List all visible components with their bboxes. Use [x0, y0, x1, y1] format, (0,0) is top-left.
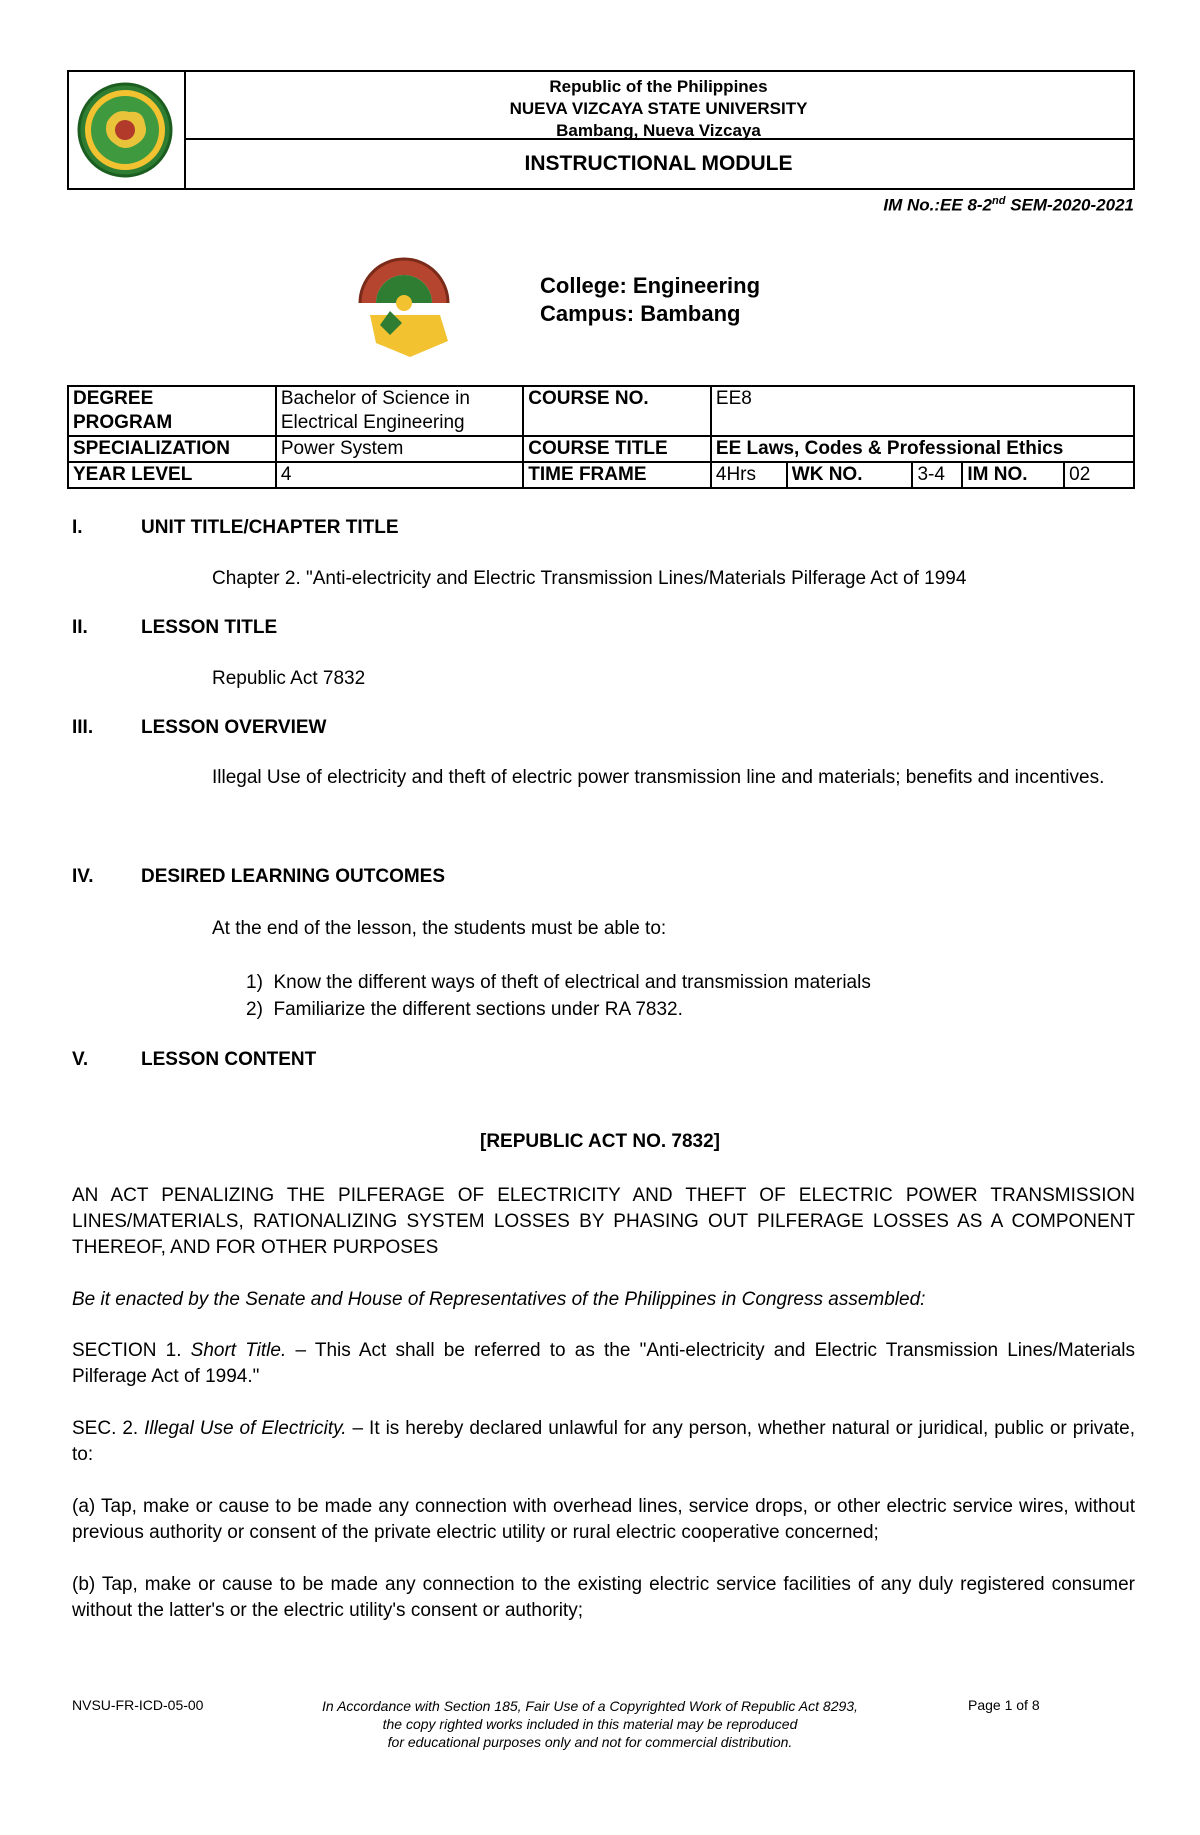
wk-no-label: WK NO.	[787, 462, 913, 488]
section-2-paragraph: SEC. 2. Illegal Use of Electricity. – It is hereby declared unlawful for any person, whether natural or juridical, public or private, to:	[72, 1418, 1136, 1465]
document-header	[67, 70, 1135, 190]
university-name: NUEVA VIZCAYA STATE UNIVERSITY	[509, 99, 808, 118]
section-title: UNIT TITLE/CHAPTER TITLE	[141, 517, 399, 538]
table-row	[68, 386, 1134, 436]
college-name: College: Engineering	[540, 273, 761, 298]
page-number: Page 1 of 8	[968, 1697, 1040, 1713]
course-info-table	[67, 385, 1135, 489]
act-title: AN ACT PENALIZING THE PILFERAGE OF ELECTRICITY AND THEFT OF ELECTRIC POWER TRANSMISSION LINES/MATERIALS, RATIONALIZING SYSTEM LOSSES BY PHASING OUT PILFERAGE LOSSES AS A COMPONENT THEREOF, AND FOR OTHER PURPOSES	[72, 1185, 1135, 1258]
form-code: NVSU-FR-ICD-05-00	[72, 1697, 204, 1713]
unit-title-text: Chapter 2. "Anti-electricity and Electric Transmission Lines/Materials Pilferage Act of 1994	[212, 568, 967, 589]
item-b-paragraph: (b) Tap, make or cause to be made any connection to the existing electric service facilities of any duly registered consumer without the latter's or the electric utility's consent or authority;	[72, 1574, 1135, 1621]
course-no-value: EE8	[711, 386, 1134, 436]
college-campus-block	[540, 272, 760, 328]
enacting-clause: Be it enacted by the Senate and House of Representatives of the Philippines in Congress assembled:	[72, 1289, 926, 1310]
republic-line: Republic of the Philippines	[549, 77, 768, 96]
module-title: INSTRUCTIONAL MODULE	[524, 152, 793, 175]
university-location: Bambang, Nueva Vizcaya	[556, 121, 761, 140]
section-title: LESSON CONTENT	[141, 1049, 317, 1070]
outcomes-intro: At the end of the lesson, the students must be able to:	[212, 918, 667, 939]
list-item: 1) Know the different ways of theft of electrical and transmission materials	[246, 972, 871, 993]
section-title: LESSON TITLE	[141, 617, 278, 638]
section-number: II.	[72, 617, 88, 638]
section-number: III.	[72, 717, 94, 738]
list-item: 2) Familiarize the different sections under RA 7832.	[246, 999, 683, 1020]
im-no-value: 02	[1064, 462, 1134, 488]
copyright-notice: In Accordance with Section 185, Fair Use of a Copyrighted Work of Republic Act 8293, the copy righted works included in this material may be reproduced for educational purposes only and not for commercial distribution.	[322, 1698, 858, 1750]
section-title: LESSON OVERVIEW	[141, 717, 327, 738]
institution-block	[184, 72, 1133, 140]
item-a-paragraph: (a) Tap, make or cause to be made any connection with overhead lines, service drops, or other electric service wires, without previous authority or consent of the private electric utility or rural electric cooperative concerned;	[72, 1496, 1135, 1543]
campus-name: Campus: Bambang	[540, 301, 741, 326]
specialization-value: Power System	[276, 436, 523, 462]
degree-label: DEGREE PROGRAM	[68, 386, 276, 436]
section-title: DESIRED LEARNING OUTCOMES	[141, 866, 446, 887]
table-row	[68, 462, 1134, 488]
course-no-label: COURSE NO.	[523, 386, 711, 436]
lesson-overview-text: Illegal Use of electricity and theft of electric power transmission line and materials; benefits and incentives.	[212, 767, 1105, 788]
table-row	[68, 436, 1134, 462]
section-number: I.	[72, 517, 83, 538]
specialization-label: SPECIALIZATION	[68, 436, 276, 462]
im-number: IM No.:EE 8-2nd SEM-2020-2021	[883, 195, 1134, 215]
year-level-label: YEAR LEVEL	[68, 462, 276, 488]
university-seal-cell	[69, 72, 186, 188]
time-frame-label: TIME FRAME	[523, 462, 711, 488]
section-number: V.	[72, 1049, 89, 1070]
act-heading: [REPUBLIC ACT NO. 7832]	[480, 1131, 720, 1152]
degree-value: Bachelor of Science in Electrical Engineering	[276, 386, 523, 436]
course-title-label: COURSE TITLE	[523, 436, 711, 462]
section-1-paragraph: SECTION 1. Short Title. – This Act shall be referred to as the "Anti-electricity and Electric Transmission Lines/Materials Pilferage Act of 1994."	[72, 1340, 1136, 1387]
course-title-value: EE Laws, Codes & Professional Ethics	[711, 436, 1134, 462]
lesson-title-text: Republic Act 7832	[212, 668, 366, 689]
section-number: IV.	[72, 866, 94, 887]
college-engineering-logo	[340, 245, 470, 365]
im-no-label: IM NO.	[962, 462, 1064, 488]
time-frame-value: 4Hrs	[711, 462, 787, 488]
wk-no-value: 3-4	[912, 462, 962, 488]
university-seal-logo	[69, 72, 184, 188]
year-level-value: 4	[276, 462, 523, 488]
